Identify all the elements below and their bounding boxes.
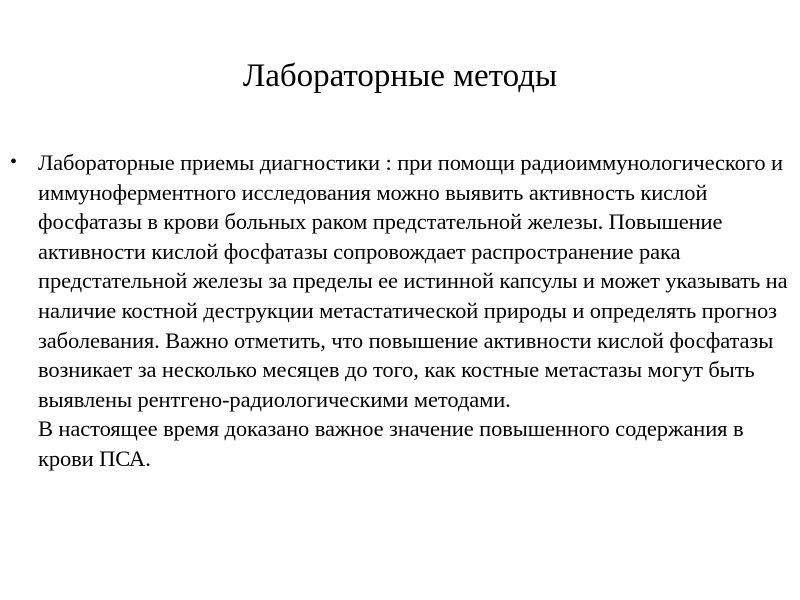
bullet-paragraph-psa: В настоящее время доказано важное значение повышенного содержания в крови ПСА. [38, 416, 744, 471]
bullet-dot-icon: • [10, 151, 17, 173]
bullet-paragraph-main: Лабораторные приемы диагностики : при помощи радиоиммунологического и иммуноферментного исследования можно выявить активность кислой фосфатазы в крови больных раком предстательной железы. Повышение активности кислой фосфатазы сопровождает распространение рака предстательной железы за пределы ее истинной капсулы и может указывать на наличие костной деструкции метастатической природы и определять прогноз заболевания. Важно отметить, что повышение активности кислой фосфатазы возникает за несколько месяцев до того, как костные метастазы могут быть выявлены рентгено-радиологическими методами. [38, 150, 788, 412]
bullet-list [10, 148, 795, 474]
slide-title: Лабораторные методы [242, 58, 558, 94]
bullet-item [10, 148, 795, 474]
